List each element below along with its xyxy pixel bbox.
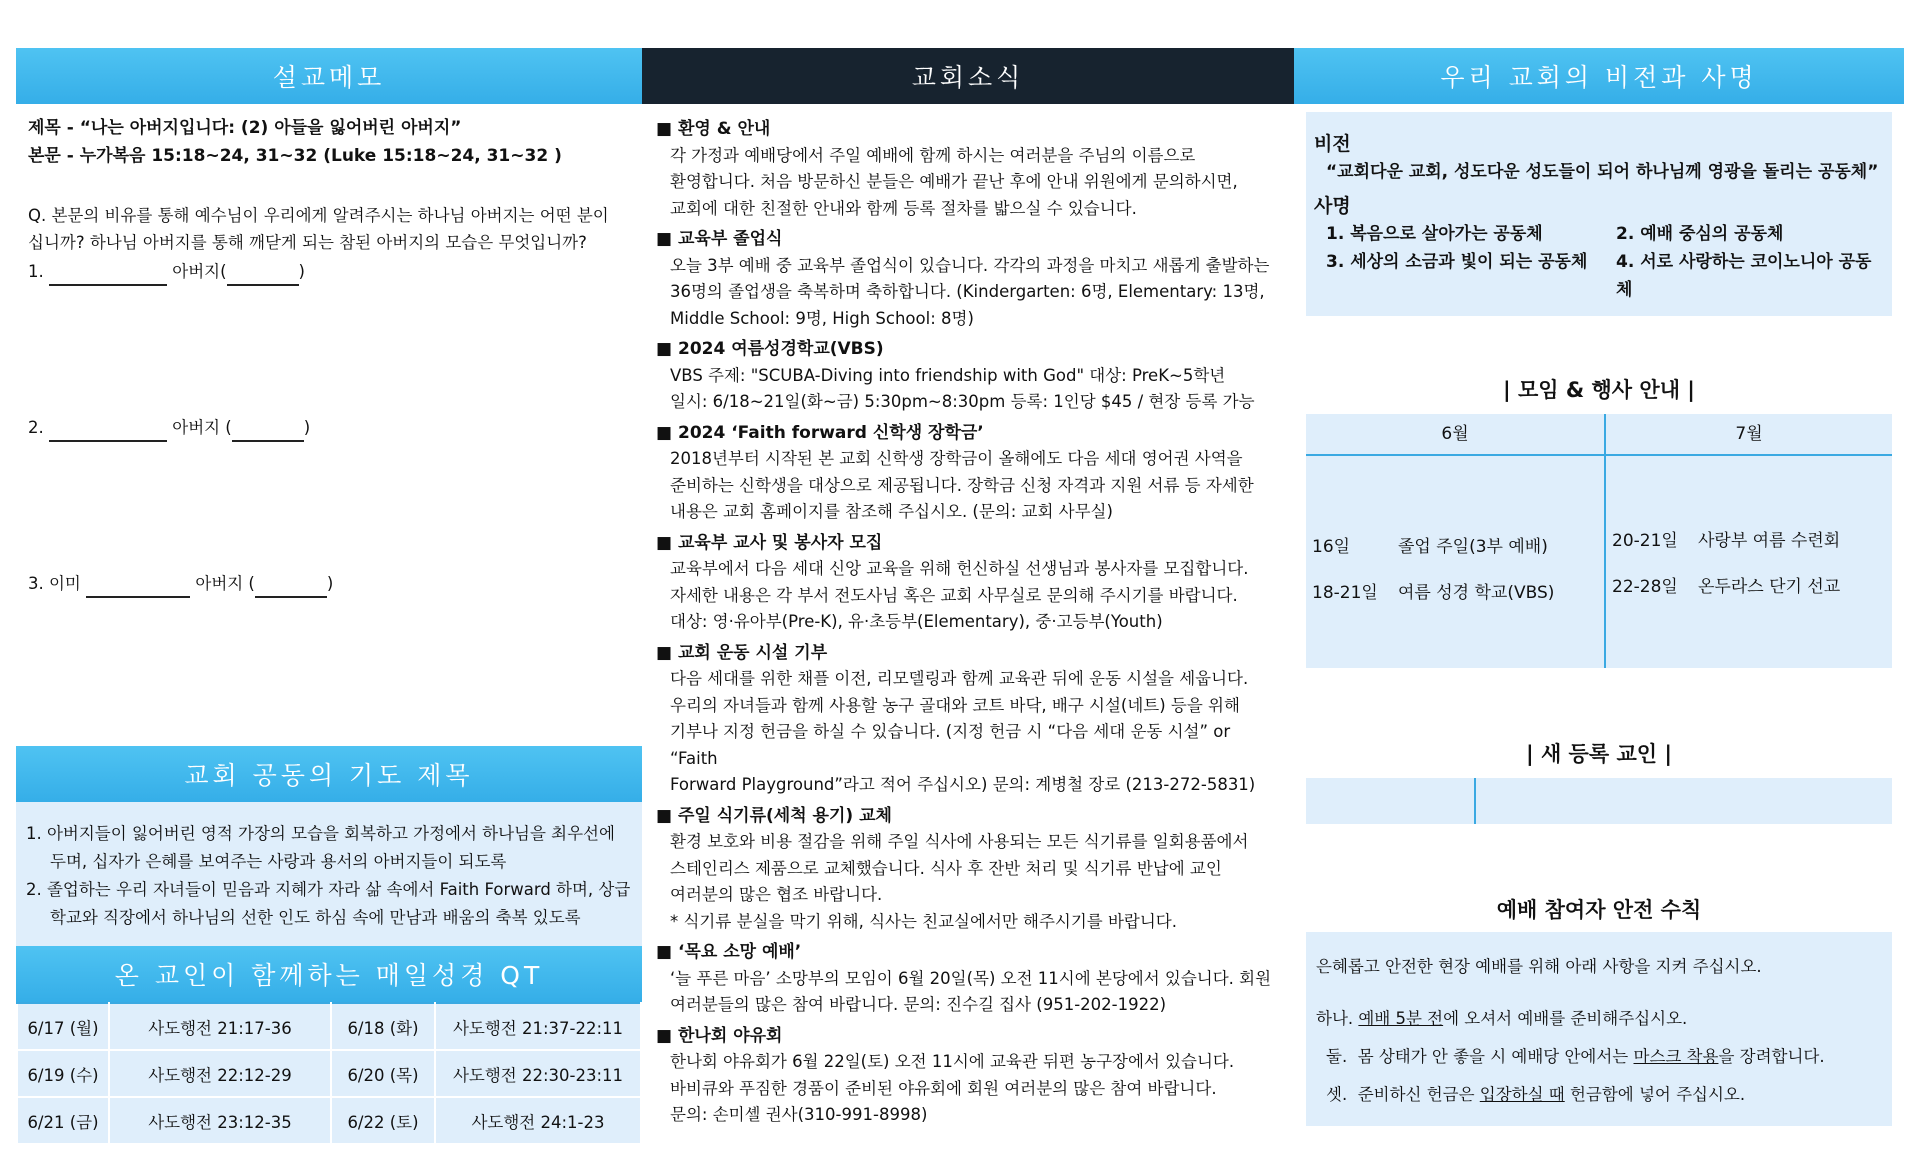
prayer-header: 교회 공동의 기도 제목 bbox=[16, 746, 642, 802]
qt-header: 온 교인이 함께하는 매일성경 QT bbox=[16, 946, 642, 1002]
new-member-cell bbox=[1306, 778, 1476, 824]
qt-date: 6/20 (목) bbox=[331, 1050, 435, 1097]
sermon-question: Q. 본문의 비유를 통해 예수님이 우리에게 알려주시는 하나님 아버지는 어떤 분이 십니까? 하나님 아버지를 통해 깨닫게 되는 참된 아버지의 모습은 무엇입니까? bbox=[28, 206, 609, 252]
table-row bbox=[17, 1097, 641, 1144]
news-section-title: ■ 한나회 야유회 bbox=[656, 1023, 1280, 1050]
vision-header: 우리 교회의 비전과 사명 bbox=[1294, 48, 1904, 104]
news-header: 교회소식 bbox=[642, 48, 1294, 104]
qt-passage: 사도행전 21:37-22:11 bbox=[435, 1003, 641, 1050]
news-section-body: 오늘 3부 예배 중 교육부 졸업식이 있습니다. 각각의 과정을 마치고 새롭게 출발하는 36명의 졸업생을 축복하며 축하합니다. (Kindergarten: 6명, Elementary: 13명, Middle School: 9명, High School: 8명) bbox=[670, 255, 1270, 328]
qt-date: 6/18 (화) bbox=[331, 1003, 435, 1050]
news-section-body: 환경 보호와 비용 절감을 위해 주일 식사에 사용되는 모든 식기류를 일회용품에서 스테인리스 제품으로 교체했습니다. 식사 후 잔반 처리 및 식기류 반납에 교인 여러분의 많은 협조 바랍니다. * 식기류 분실을 막기 위해, 식사는 친교실에서만 해주시기를 바랍니다. bbox=[670, 832, 1249, 931]
qt-date: 6/19 (수) bbox=[17, 1050, 109, 1097]
news-section-title: ■ 교육부 졸업식 bbox=[656, 226, 1280, 253]
answer-item-2: 2. 아버지 ( ) bbox=[28, 414, 630, 442]
news-section-body: 2018년부터 시작된 본 교회 신학생 장학금이 올해에도 다음 세대 영어권 사역을 준비하는 신학생을 대상으로 제공됩니다. 장학금 신청 자격과 지원 서류 등 자세한 내용은 교회 홈페이지를 참조해 주십시오. (문의: 교회 사무실) bbox=[670, 449, 1254, 521]
new-members-header: | 새 등록 교인 | bbox=[1525, 742, 1672, 766]
news-section-body: VBS 주제: "SCUBA-Diving into friendship with God" 대상: PreK~5학년 일시: 6/18~21일(화~금) 5:30pm~8:30pm 등록: 1인당 $45 / 현장 등록 가능 bbox=[670, 365, 1255, 411]
month-july: 7월 bbox=[1606, 414, 1892, 456]
prayer-item: 1. 아버지들이 잃어버린 영적 가장의 모습을 회복하고 가정에서 하나님을 최우선에 두며, 십자가 은혜를 보여주는 사랑과 용서의 아버지들이 되도록 bbox=[26, 824, 615, 871]
answer-blank[interactable] bbox=[232, 418, 304, 442]
sermon-memo bbox=[16, 104, 642, 598]
answer-blank[interactable] bbox=[49, 418, 167, 442]
prayer-item: 2. 졸업하는 우리 자녀들이 믿음과 지혜가 자라 삶 속에서 Faith Forward 하며, 상급 학교와 직장에서 하나님의 선한 인도 하심 속에 만남과 배움의 축복 있도록 bbox=[26, 880, 631, 927]
sermon-column bbox=[16, 48, 642, 1132]
news-section bbox=[656, 420, 1280, 526]
answer-item-3: 3. 이미 아버지 ( ) bbox=[28, 570, 630, 598]
sermon-text: 본문 - 누가복음 15:18~24, 31~32 (Luke 15:18~24, 31~32 ) bbox=[28, 146, 562, 166]
safety-box bbox=[1306, 932, 1892, 1126]
qt-passage: 사도행전 23:12-35 bbox=[109, 1097, 331, 1144]
answer-blank[interactable] bbox=[255, 574, 327, 598]
news-section-title: ■ 2024 여름성경학교(VBS) bbox=[656, 336, 1280, 363]
news-section-body: 각 가정과 예배당에서 주일 예배에 함께 하시는 여러분을 주님의 이름으로 환영합니다. 처음 방문하신 분들은 예배가 끝난 후에 안내 위원에게 문의하시면, 교회에 대한 친절한 안내와 함께 등록 절차를 밟으실 수 있습니다. bbox=[670, 145, 1238, 218]
qt-date: 6/17 (월) bbox=[17, 1003, 109, 1050]
mission-item: 4. 서로 사랑하는 코이노니아 공동체 bbox=[1616, 252, 1872, 300]
qt-passage: 사도행전 24:1-23 bbox=[435, 1097, 641, 1144]
june-events bbox=[1306, 456, 1606, 668]
vision-statement: “교회다운 교회, 성도다운 성도들이 되어 하나님께 영광을 돌리는 공동체” bbox=[1326, 162, 1879, 182]
safety-header: 예배 참여자 안전 수칙 bbox=[1496, 898, 1702, 922]
answer-blank[interactable] bbox=[49, 262, 167, 286]
event-item: 20-21일 사랑부 여름 수련회 bbox=[1612, 531, 1841, 551]
qt-table bbox=[16, 1002, 642, 1145]
news-section-body: ‘늘 푸른 마음’ 소망부의 모임이 6월 20일(목) 오전 11시에 본당에서 있습니다. 회원 여러분들의 많은 참여 바랍니다. 문의: 진수길 집사 (951-202-1922) bbox=[670, 968, 1272, 1014]
news-section bbox=[656, 803, 1280, 936]
safety-rule: 하나. 예배 5분 전에 오셔서 예배를 준비해주십시오. bbox=[1316, 1009, 1688, 1028]
news-section-title: ■ ‘목요 소망 예배’ bbox=[656, 939, 1280, 966]
mission-list bbox=[1314, 220, 1884, 304]
news-section bbox=[656, 1023, 1280, 1129]
news-section-body: 한나회 야유회가 6월 22일(토) 오전 11시에 교육관 뒤편 농구장에서 있습니다. 바비큐와 푸짐한 경품이 준비된 야유회에 회원 여러분의 많은 참여 바랍니다. 문의: 손미셸 권사(310-991-8998) bbox=[670, 1052, 1235, 1124]
safety-rule: 셋. 준비하신 헌금은 입장하실 때 헌금함에 넣어 주십시오. bbox=[1326, 1085, 1746, 1104]
news-section bbox=[656, 939, 1280, 1019]
event-item: 18-21일 여름 성경 학교(VBS) bbox=[1312, 583, 1555, 603]
table-row bbox=[17, 1003, 641, 1050]
vision-label: 비전 bbox=[1314, 133, 1351, 155]
mission-item: 1. 복음으로 살아가는 공동체 bbox=[1326, 224, 1543, 244]
answer-blank[interactable] bbox=[227, 262, 299, 286]
news-column bbox=[642, 48, 1294, 1129]
vision-column bbox=[1294, 48, 1904, 1126]
month-june: 6월 bbox=[1306, 414, 1606, 456]
qt-date: 6/22 (토) bbox=[331, 1097, 435, 1144]
mission-item: 2. 예배 중심의 공동체 bbox=[1616, 224, 1784, 244]
qt-passage: 사도행전 22:12-29 bbox=[109, 1050, 331, 1097]
july-events bbox=[1606, 456, 1892, 668]
answer-item-1: 1. 아버지( ) bbox=[28, 258, 630, 286]
event-item: 16일 졸업 주일(3부 예배) bbox=[1312, 537, 1548, 557]
sermon-header: 설교메모 bbox=[16, 48, 642, 104]
news-section-body: 교육부에서 다음 세대 신앙 교육을 위해 헌신하실 선생님과 봉사자를 모집합니다. 자세한 내용은 각 부서 전도사님 혹은 교회 사무실로 문의해 주시기를 바랍니다. 대상: 영·유아부(Pre-K), 유·초등부(Elementary), 중·고등부(Youth) bbox=[670, 559, 1249, 631]
news-section-title: ■ 교육부 교사 및 봉사자 모집 bbox=[656, 530, 1280, 557]
mission-label: 사명 bbox=[1314, 195, 1351, 217]
news-section bbox=[656, 336, 1280, 416]
safety-rule: 둘. 몸 상태가 안 좋을 시 예배당 안에서는 마스크 착용을 장려합니다. bbox=[1326, 1047, 1825, 1066]
news-section-title: ■ 교회 운동 시설 기부 bbox=[656, 640, 1280, 667]
news-section-title: ■ 주일 식기류(세척 용기) 교체 bbox=[656, 803, 1280, 830]
answer-blank[interactable] bbox=[86, 574, 190, 598]
event-item: 22-28일 온두라스 단기 선교 bbox=[1612, 577, 1841, 597]
news-section-title: ■ 2024 ‘Faith forward 신학생 장학금’ bbox=[656, 420, 1280, 447]
safety-intro: 은혜롭고 안전한 현장 예배를 위해 아래 사항을 지켜 주십시오. bbox=[1316, 957, 1762, 976]
events-table bbox=[1306, 414, 1892, 668]
qt-date: 6/21 (금) bbox=[17, 1097, 109, 1144]
qt-passage: 사도행전 22:30-23:11 bbox=[435, 1050, 641, 1097]
news-section bbox=[656, 226, 1280, 332]
news-section bbox=[656, 530, 1280, 636]
table-row bbox=[17, 1050, 641, 1097]
qt-passage: 사도행전 21:17-36 bbox=[109, 1003, 331, 1050]
news-section bbox=[656, 116, 1280, 222]
news-section bbox=[656, 640, 1280, 799]
new-member-cell bbox=[1476, 778, 1892, 824]
sermon-title: 제목 - “나는 아버지입니다: (2) 아들을 잃어버린 아버지” bbox=[28, 118, 462, 138]
new-members-table bbox=[1306, 778, 1892, 824]
mission-item: 3. 세상의 소금과 빛이 되는 공동체 bbox=[1326, 252, 1588, 272]
events-header: | 모임 & 행사 안내 | bbox=[1503, 378, 1695, 402]
news-section-body: 다음 세대를 위한 채플 이전, 리모델링과 함께 교육관 뒤에 운동 시설을 세웁니다. 우리의 자녀들과 함께 사용할 농구 골대와 코트 바닥, 배구 시설(네트) 등을 위해 기부나 지정 헌금을 하실 수 있습니다. (지정 헌금 시 “다음 세대 운동 시설” or “Faith Forward Playground”라고 적어 주십시오) 문의: 계병철 장로 (213-272-5831) bbox=[670, 669, 1256, 794]
news-list bbox=[642, 104, 1294, 1129]
vision-box bbox=[1306, 112, 1892, 316]
news-section-title: ■ 환영 & 안내 bbox=[656, 116, 1280, 143]
